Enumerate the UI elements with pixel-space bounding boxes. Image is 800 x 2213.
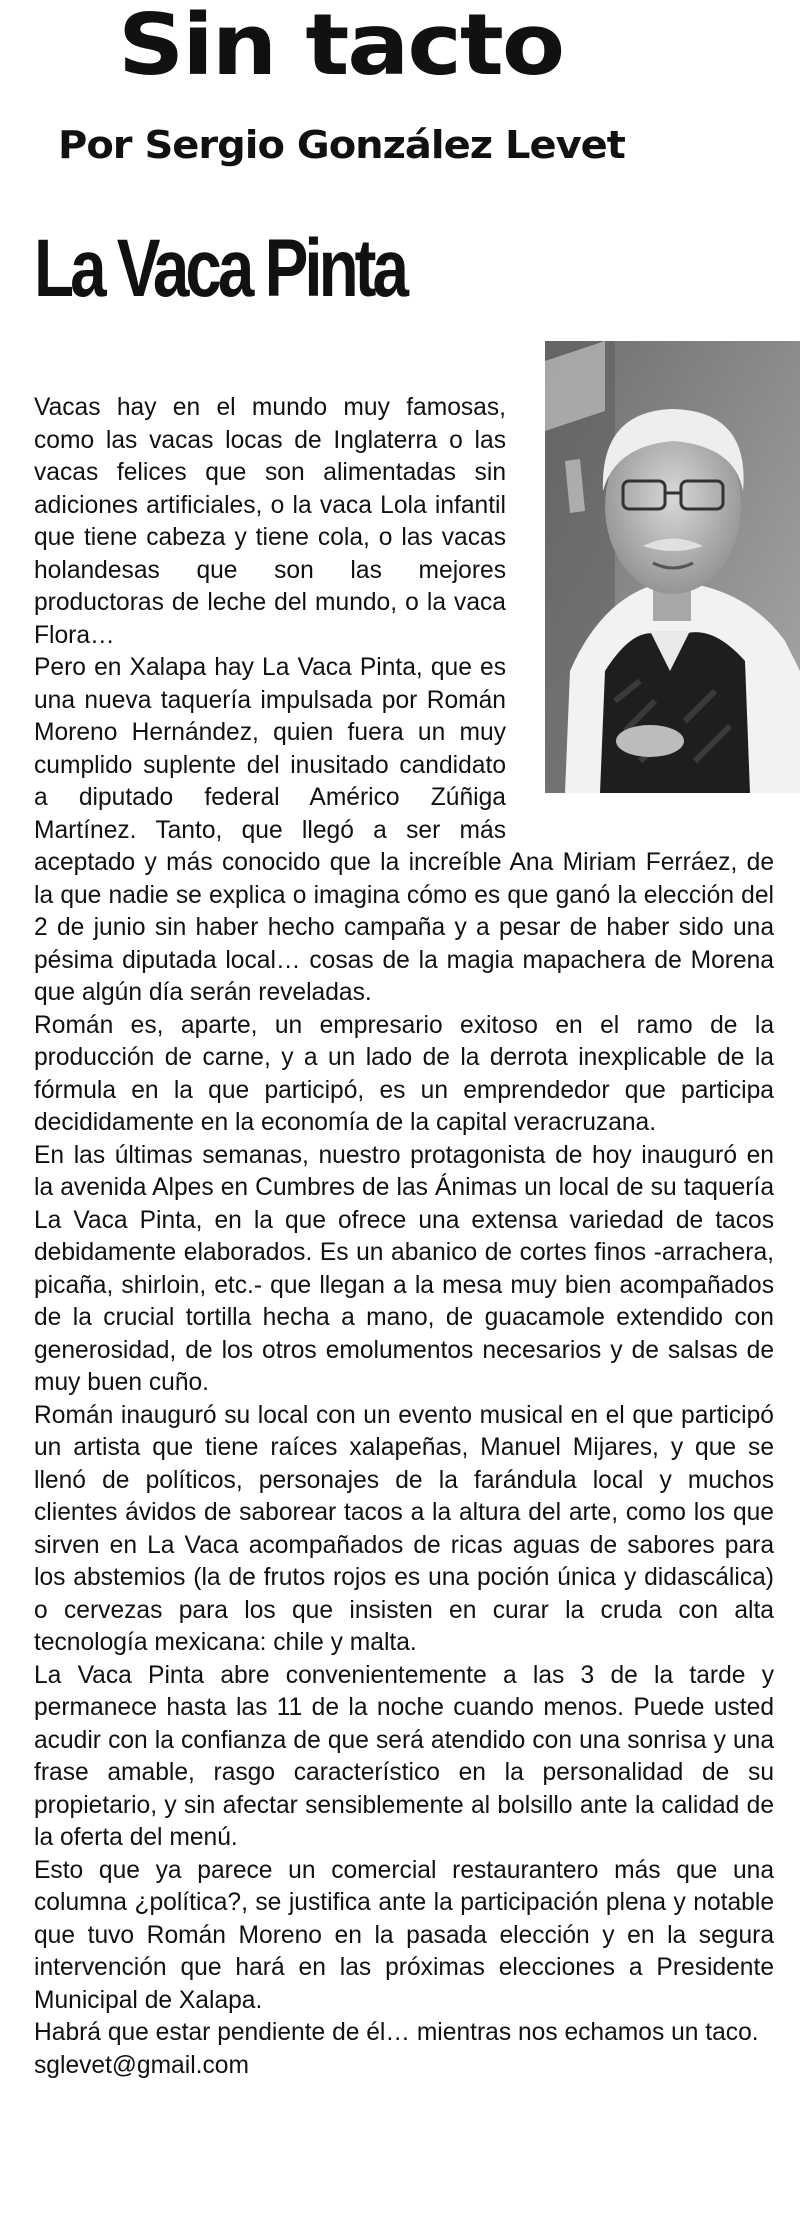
photo-wrap-space <box>506 392 774 822</box>
column-name: Sin tacto <box>118 0 564 95</box>
paragraph: En las últimas semanas, nuestro protagonista de hoy inauguró en la avenida Alpes en Cumbres de las Ánimas un local de su taquería La Vaca Pinta, en la que ofrece una extensa variedad de tacos debidamente elaborados. Es un abanico de cortes finos -arrachera, picaña, shirloin, etc.- que llegan a la mesa muy bien acompañados de la crucial tortilla hecha a mano, de guacamole extendido con generosidad, de los otros emolumentos necesarios y de salsas de muy buen cuño. <box>34 1141 774 1396</box>
paragraph: La Vaca Pinta abre convenientemente a las 3 de la tarde y permanece hasta las 11 de la noche cuando menos. Puede usted acudir con la confianza de que será atendido con una sonrisa y una frase amable, rasgo característico en la personalidad de su propietario, y sin afectar sensiblemente al bolsillo ante la calidad de la oferta del menú. <box>34 1661 774 1851</box>
author-email[interactable]: sglevet@gmail.com <box>34 2051 249 2079</box>
headline: La Vaca Pinta <box>34 223 405 314</box>
paragraph: Román inauguró su local con un evento musical en el que participó un artista que tiene raíces xalapeñas, Manuel Mijares, y que se llenó de políticos, personajes de la farándula local y muchos clientes ávidos de saborear tacos a la altura del arte, como los que sirven en La Vaca acompañados de ricas aguas de sabores para los abstemios (la de frutos rojos es una poción única y didascálica) o cervezas para los que insisten en curar la cruda con alta tecnología mexicana: chile y malta. <box>34 1401 774 1656</box>
byline: Por Sergio González Levet <box>58 124 625 168</box>
paragraph: Vacas hay en el mundo muy famosas, como las vacas locas de Inglaterra o las vacas felices que son alimentadas sin adiciones artificiales, o la vaca Lola infantil que tiene cabeza y tiene cola, o las vacas holandesas que son las mejores productoras de leche del mundo, o la vaca Flora… <box>34 394 506 649</box>
paragraph: Habrá que estar pendiente de él… mientras nos echamos un taco. <box>34 2019 759 2046</box>
paragraph: Pero en Xalapa hay La Vaca Pinta, que es una nueva taquería impulsada por Román Moreno Hernández, quien fuera un muy cumplido suplente del inusitado candidato a diputado federal Américo Zúñiga Martínez. Tanto, que llegó a ser más aceptado y más conocido que la increíble Ana Miriam Ferráez, de la que nadie se explica o imagina cómo es que ganó la elección del 2 de junio sin haber hecho campaña y a pesar de haber sido una pésima diputada local… cosas de la magia mapachera de Morena que algún día serán reveladas. <box>34 654 774 1006</box>
article-body <box>34 392 774 2082</box>
paragraph: Román es, aparte, un empresario exitoso en el ramo de la producción de carne, y a un lado de la derrota inexplicable de la fórmula en la que participó, es un emprendedor que participa decididamente en la economía de la capital veracruzana. <box>34 1011 774 1136</box>
paragraph: Esto que ya parece un comercial restaurantero más que una columna ¿política?, se justifica ante la participación plena y notable que tuvo Román Moreno en la pasada elección y en la segura intervención que hará en las próximas elecciones a Presidente Municipal de Xalapa. <box>34 1856 774 2014</box>
